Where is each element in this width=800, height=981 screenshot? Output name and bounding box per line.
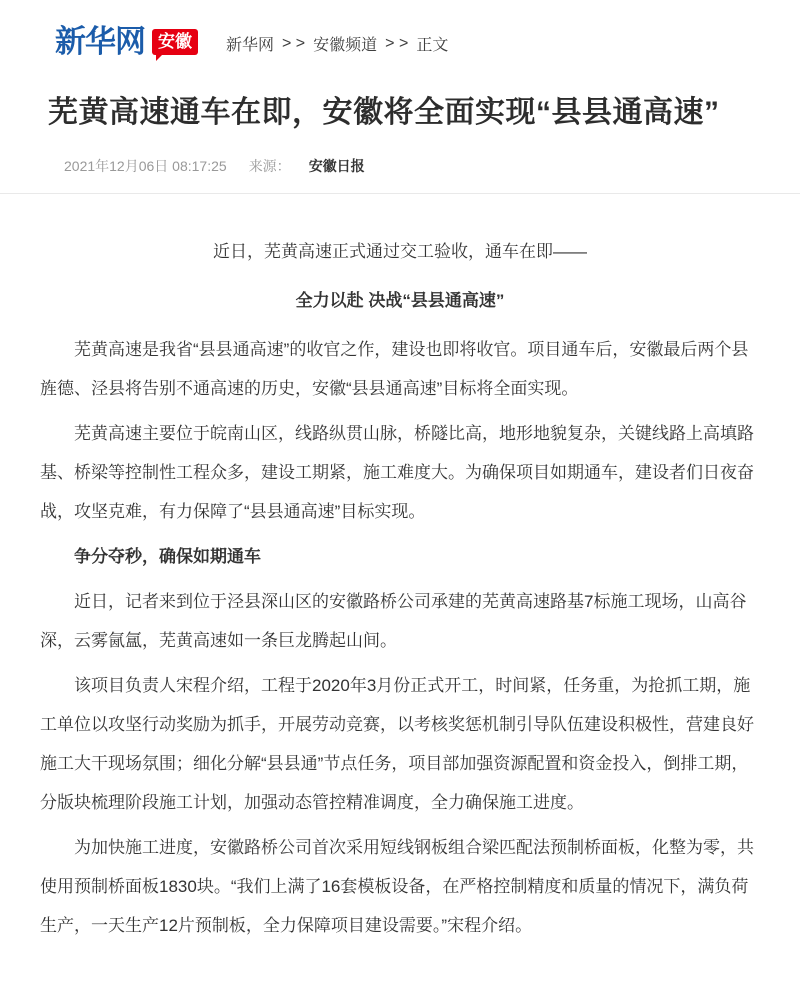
article-paragraph: 芜黄高速是我省“县县通高速”的收官之作，建设也即将收官。项目通车后，安徽最后两个县旌德、泾县将告别不通高速的历史，安徽“县县通高速”目标将全面实现。 [40,339,749,398]
site-header [0,0,800,57]
publish-date: 2021年12月06日 08:17:25 [64,157,227,174]
article-paragraph: 为加快施工进度，安徽路桥公司首次采用短线钢板组合梁匹配法预制桥面板，化整为零，共使用预制桥面板1830块。“我们上满了16套模板设备，在严格控制精度和质量的情况下，满负荷生产，一天生产12片预制板，全力保障项目建设需要。”宋程介绍。 [40,837,754,935]
anhui-channel-badge: 安徽 [152,29,198,55]
source-name: 安徽日报 [308,157,365,174]
article-paragraph: 该项目负责人宋程介绍，工程于2020年3月份正式开工，时间紧，任务重，为抢抓工期，施工单位以攻坚行动奖励为抓手，开展劳动竞赛，以考核奖惩机制引导队伍建设积极性，营建良好施工大干现场氛围；细化分解“县县通”节点任务，项目部加强资源配置和资金投入，倒排工期，分版块梳理阶段施工计划，加强动态管控精准调度，全力确保施工进度。 [40,675,754,812]
article-lead-line: 近日，芜黄高速正式通过交工验收，通车在即—— [213,241,587,261]
breadcrumb-link-anhui-channel[interactable]: 安徽频道 [313,37,378,54]
section-heading: 争分夺秒，确保如期通车 [74,546,261,566]
xinhuanet-logo[interactable] [55,26,198,57]
article-paragraph: 近日，记者来到位于泾县深山区的安徽路桥公司承建的芜黄高速路基7标施工现场，山高谷深，云雾氤氲，芜黄高速如一条巨龙腾起山间。 [40,591,747,650]
breadcrumb [226,28,448,55]
breadcrumb-separator: > > [282,34,306,52]
breadcrumb-current-page: 正文 [416,37,449,54]
breadcrumb-separator: > > [385,34,409,52]
source-label: 来源： [248,157,291,174]
article-subtitle: 全力以赴 决战“县县通高速” [295,290,505,310]
article-body [0,202,800,981]
article-title: 芜黄高速通车在即，安徽将全面实现“县县通高速” [48,96,720,129]
xinhuanet-logo-text: 新华网 [55,24,145,59]
article-paragraph: 芜黄高速主要位于皖南山区，线路纵贯山脉，桥隧比高，地形地貌复杂，关键线路上高填路基、桥梁等控制性工程众多，建设工期紧，施工难度大。为确保项目如期通车，建设者们日夜奋战，攻坚克难，有力保障了“县县通高速”目标实现。 [40,423,754,521]
article-meta [64,156,800,176]
breadcrumb-link-xinhuanet[interactable]: 新华网 [226,37,275,54]
header-divider [0,193,800,194]
